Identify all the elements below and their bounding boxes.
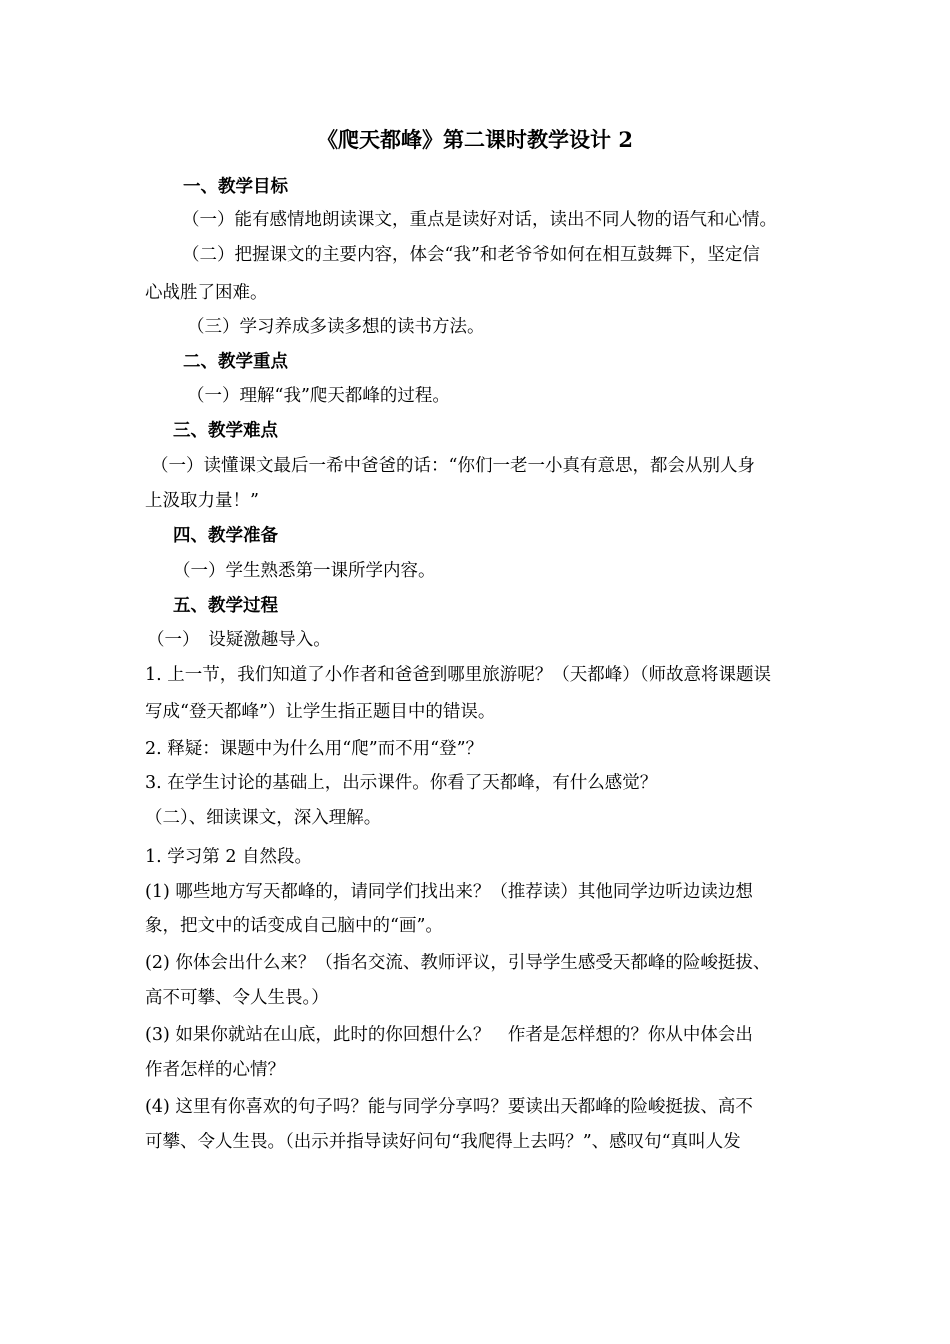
paragraph-line: （二）把握课文的主要内容，体会“我”和老爷爷如何在相互鼓舞下，坚定信 xyxy=(182,245,760,265)
paragraph-line: 2. 释疑：课题中为什么用“爬”而不用“登”？ xyxy=(145,739,484,759)
paragraph-line: （一）学生熟悉第一课所学内容。 xyxy=(173,561,436,581)
document-title: 《爬天都峰》第二课时教学设计 2 xyxy=(317,127,633,152)
paragraph-line: （一）读懂课文最后一希中爸爸的话：“你们一老一小真有意思，都会从别人身 xyxy=(151,456,755,476)
heading-objectives: 一、教学目标 xyxy=(183,177,288,197)
paragraph-line: （二）、细读课文，深入理解。 xyxy=(145,808,382,828)
paragraph-line: (4) 这里有你喜欢的句子吗？能与同学分享吗？要读出天都峰的险峻挺拔、高不 xyxy=(145,1097,753,1117)
paragraph-line: （一）理解“我”爬天都峰的过程。 xyxy=(187,386,450,406)
heading-difficulties: 三、教学难点 xyxy=(173,421,278,441)
paragraph-line: 可攀、令人生畏。（出示并指导读好问句“我爬得上去吗？”、感叹句“真叫人发 xyxy=(145,1132,741,1152)
heading-process: 五、教学过程 xyxy=(173,596,278,616)
paragraph-line: （一）能有感情地朗读课文，重点是读好对话，读出不同人物的语气和心情。 xyxy=(182,210,777,230)
paragraph-line: (1) 哪些地方写天都峰的，请同学们找出来？（推荐读）其他同学边听边读边想 xyxy=(145,882,753,902)
paragraph-line: 心战胜了困难。 xyxy=(145,283,268,303)
paragraph-line: 3. 在学生讨论的基础上，出示课件。你看了天都峰，有什么感觉？ xyxy=(145,773,658,793)
paragraph-line: （一） 设疑激趣导入。 xyxy=(147,630,331,650)
heading-preparation: 四、教学准备 xyxy=(173,526,278,546)
heading-key-points: 二、教学重点 xyxy=(183,352,288,372)
paragraph-line: 上汲取力量！” xyxy=(145,491,259,511)
paragraph-line: 写成“登天都峰”）让学生指正题目中的错误。 xyxy=(145,702,496,722)
paragraph-line: 高不可攀、令人生畏。） xyxy=(145,988,329,1008)
paragraph-line: 1. 上一节，我们知道了小作者和爸爸到哪里旅游呢？（天都峰）（师故意将课题误 xyxy=(145,665,772,685)
paragraph-line: (3) 如果你就站在山底，此时的你回想什么？ 作者是怎样想的？你从中体会出 xyxy=(145,1025,753,1045)
paragraph-line: （三）学习养成多读多想的读书方法。 xyxy=(187,317,485,337)
paragraph-line: (2) 你体会出什么来？（指名交流、教师评议，引导学生感受天都峰的险峻挺拔、 xyxy=(145,953,771,973)
paragraph-line: 1. 学习第 2 自然段。 xyxy=(145,847,313,867)
paragraph-line: 作者怎样的心情？ xyxy=(145,1060,285,1080)
paragraph-line: 象，把文中的话变成自己脑中的“画”。 xyxy=(145,916,443,936)
